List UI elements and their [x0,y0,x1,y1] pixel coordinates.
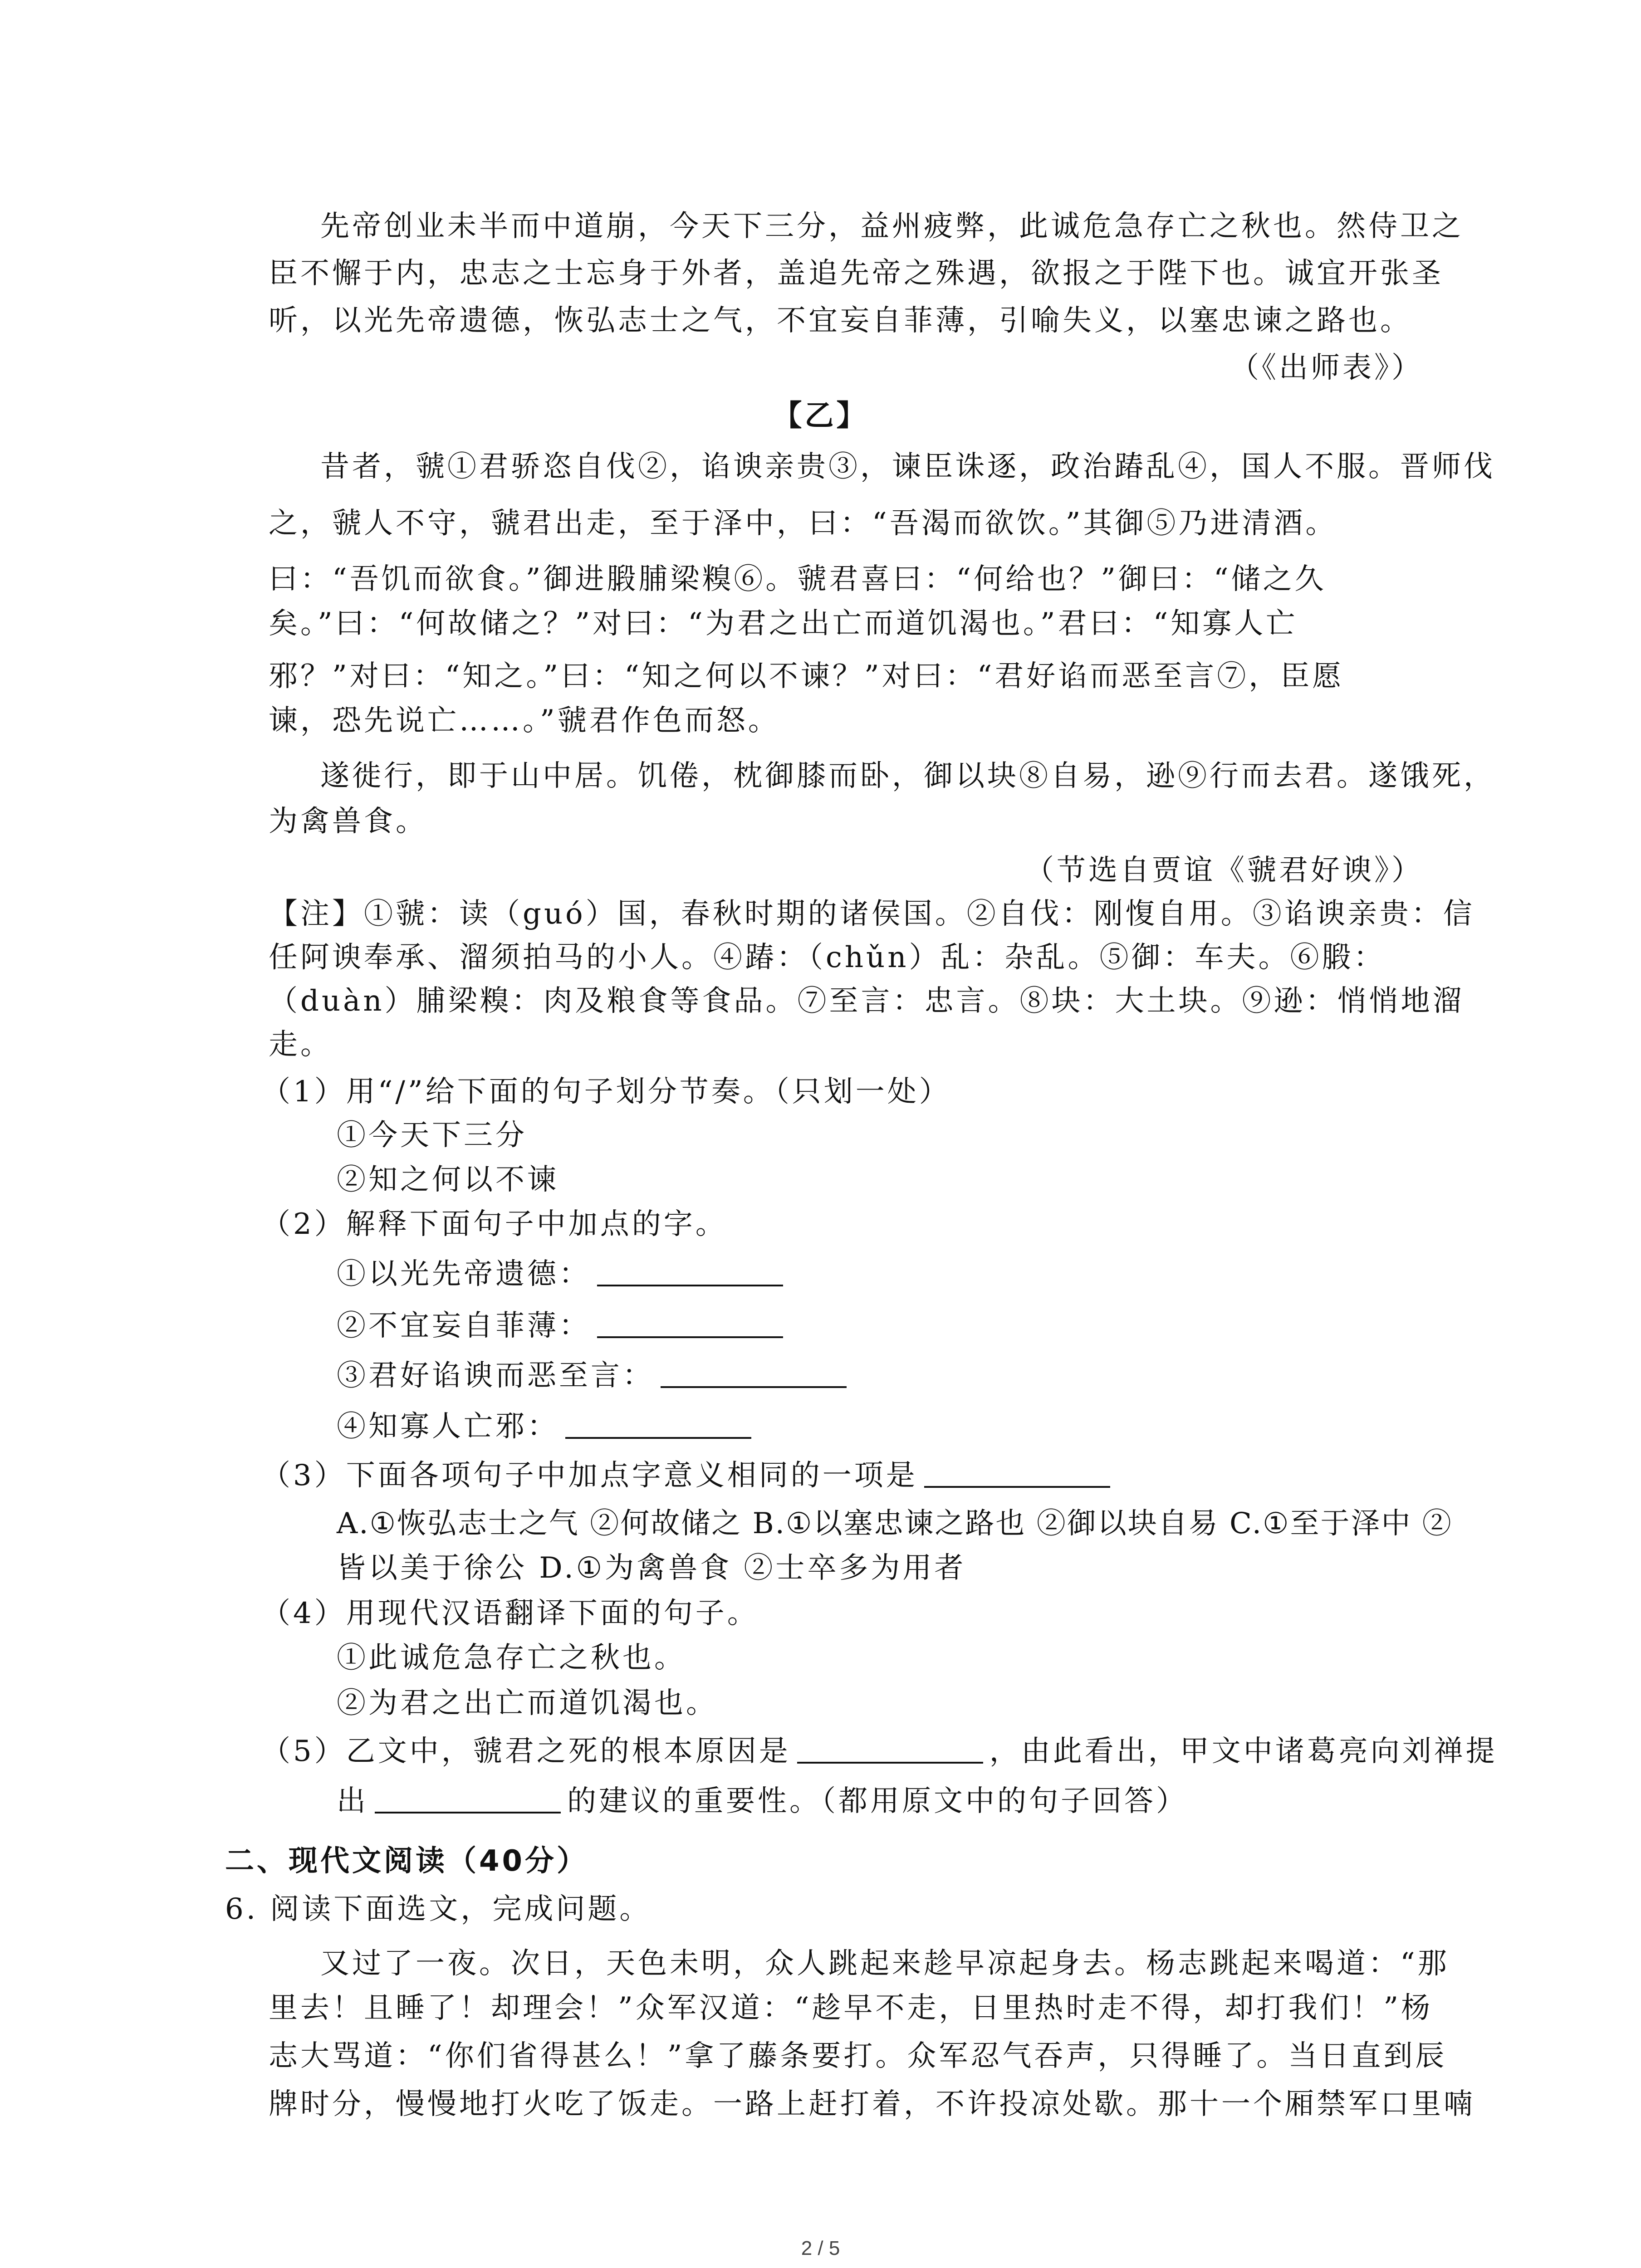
yi-line-8: 为禽兽食。 [269,805,427,838]
q3-options-line-2: 皆以美于徐公 D.①为禽兽食 ②士卒多为用者 [337,1551,966,1585]
reading-line-1: 又过了一夜。次日，天色未明，众人跳起来趁早凉起身去。杨志跳起来喝道：“那 [320,1947,1450,1980]
yi-line-4: 矣。”曰：“何故储之？”对曰：“为君之出亡而道饥渴也。”君曰：“知寡人亡 [269,607,1298,640]
yi-line-3: 曰：“吾饥而欲食。”御进腶脯梁糗⑥。虢君喜曰：“何给也？”御曰：“储之久 [269,562,1327,596]
page-number: 2 / 5 [801,2237,840,2259]
answer-blank[interactable] [797,1735,983,1764]
section-2-heading: 二、现代文阅读（40分） [225,1844,589,1878]
yi-heading: 【乙】 [773,399,868,433]
q1-stem: （1）用“/”给下面的句子划分节奏。（只划一处） [261,1075,951,1109]
answer-blank[interactable] [661,1359,847,1388]
q1-item-2: ②知之何以不谏 [337,1163,559,1197]
note-line-2: 任阿谀奉承、溜须拍马的小人。④踳：（chǔn）乱：杂乱。⑤御：车夫。⑥腶： [269,941,1386,974]
jia-source: （《出师表》） [1230,351,1423,385]
q4-item-2: ②为君之出亡而道饥渴也。 [337,1686,718,1720]
q4-stem: （4）用现代汉语翻译下面的句子。 [261,1597,759,1630]
yi-line-5: 邪？”对曰：“知之。”曰：“知之何以不谏？”对曰：“君好谄而恶至言⑦，臣愿 [269,660,1344,693]
q3-options-line-1: A.①恢弘志士之气 ②何故储之 B.①以塞忠谏之路也 ②御以块自易 C.①至于泽中 ② [337,1507,1453,1540]
q2-item-3: ③君好谄谀而恶至言： [337,1358,853,1393]
q2-item-1: ①以光先帝遗德： [337,1256,789,1292]
answer-blank[interactable] [375,1784,561,1813]
q5-line-1: （5）乙文中，虢君之死的根本原因是 ，由此看出，甲文中诸葛亮向刘禅提 [261,1735,1498,1768]
note-line-3: （duàn）脯梁糗：肉及粮食等食品。⑦至言：忠言。⑧块：大土块。⑨逊：悄悄地溜 [269,984,1465,1018]
answer-blank[interactable] [565,1410,751,1439]
q5-line-2: 出 的建议的重要性。（都用原文中的句子回答） [337,1784,1188,1818]
reading-line-2: 里去！且睡了！却理会！”众军汉道：“趁早不走，日里热时走不得，却打我们！”杨 [269,1991,1433,2025]
reading-line-4: 牌时分，慢慢地打火吃了饭走。一路上赶打着，不许投凉处歇。那十一个厢禁军口里喃 [269,2087,1475,2121]
q3-stem: （3）下面各项句子中加点字意义相同的一项是 [261,1458,1117,1493]
q4-item-1: ①此诚危急存亡之秋也。 [337,1641,686,1675]
q6-stem: 6. 阅读下面选文，完成问题。 [225,1892,652,1926]
q2-item-4: ④知寡人亡邪： [337,1409,758,1444]
jia-line-1: 先帝创业未半而中道崩，今天下三分，益州疲弊，此诚危急存亡之秋也。然侍卫之 [320,210,1464,243]
reading-line-3: 志大骂道：“你们省得甚么！”拿了藤条要打。众军忍气吞声，只得睡了。当日直到辰 [269,2039,1447,2073]
q1-item-1: ①今天下三分 [337,1119,527,1152]
jia-line-2: 臣不懈于内，忠志之士忘身于外者，盖追先帝之殊遇，欲报之于陛下也。诚宜开张圣 [269,257,1444,290]
answer-blank[interactable] [597,1257,783,1286]
yi-line-2: 之，虢人不守，虢君出走，至于泽中，曰：“吾渴而欲饮。”其御⑤乃进清酒。 [269,507,1337,540]
jia-line-3: 听，以光先帝遗德，恢弘志士之气，不宜妄自菲薄，引喻失义，以塞忠谏之路也。 [269,304,1412,337]
note-line-1: 【注】①虢：读（guó）国，春秋时期的诸侯国。②自伐：刚愎自用。③谄谀亲贵：信 [269,897,1475,931]
yi-line-1: 昔者，虢①君骄恣自伐②，谄谀亲贵③，谏臣诛逐，政治踳乱④，国人不服。晋师伐 [320,450,1495,484]
yi-line-6: 谏，恐先说亡……。”虢君作色而怒。 [269,704,780,738]
yi-line-7: 遂徙行，即于山中居。饥倦，枕御膝而卧，御以块⑧自易，逊⑨行而去君。遂饿死， [320,759,1495,793]
q2-item-2: ②不宜妄自菲薄： [337,1308,789,1344]
answer-blank[interactable] [924,1459,1110,1488]
note-line-4: 走。 [269,1028,332,1061]
answer-blank[interactable] [597,1309,783,1338]
yi-source: （节选自贾谊《虢君好谀》） [1025,854,1423,887]
q2-stem: （2）解释下面句子中加点的字。 [261,1207,727,1241]
